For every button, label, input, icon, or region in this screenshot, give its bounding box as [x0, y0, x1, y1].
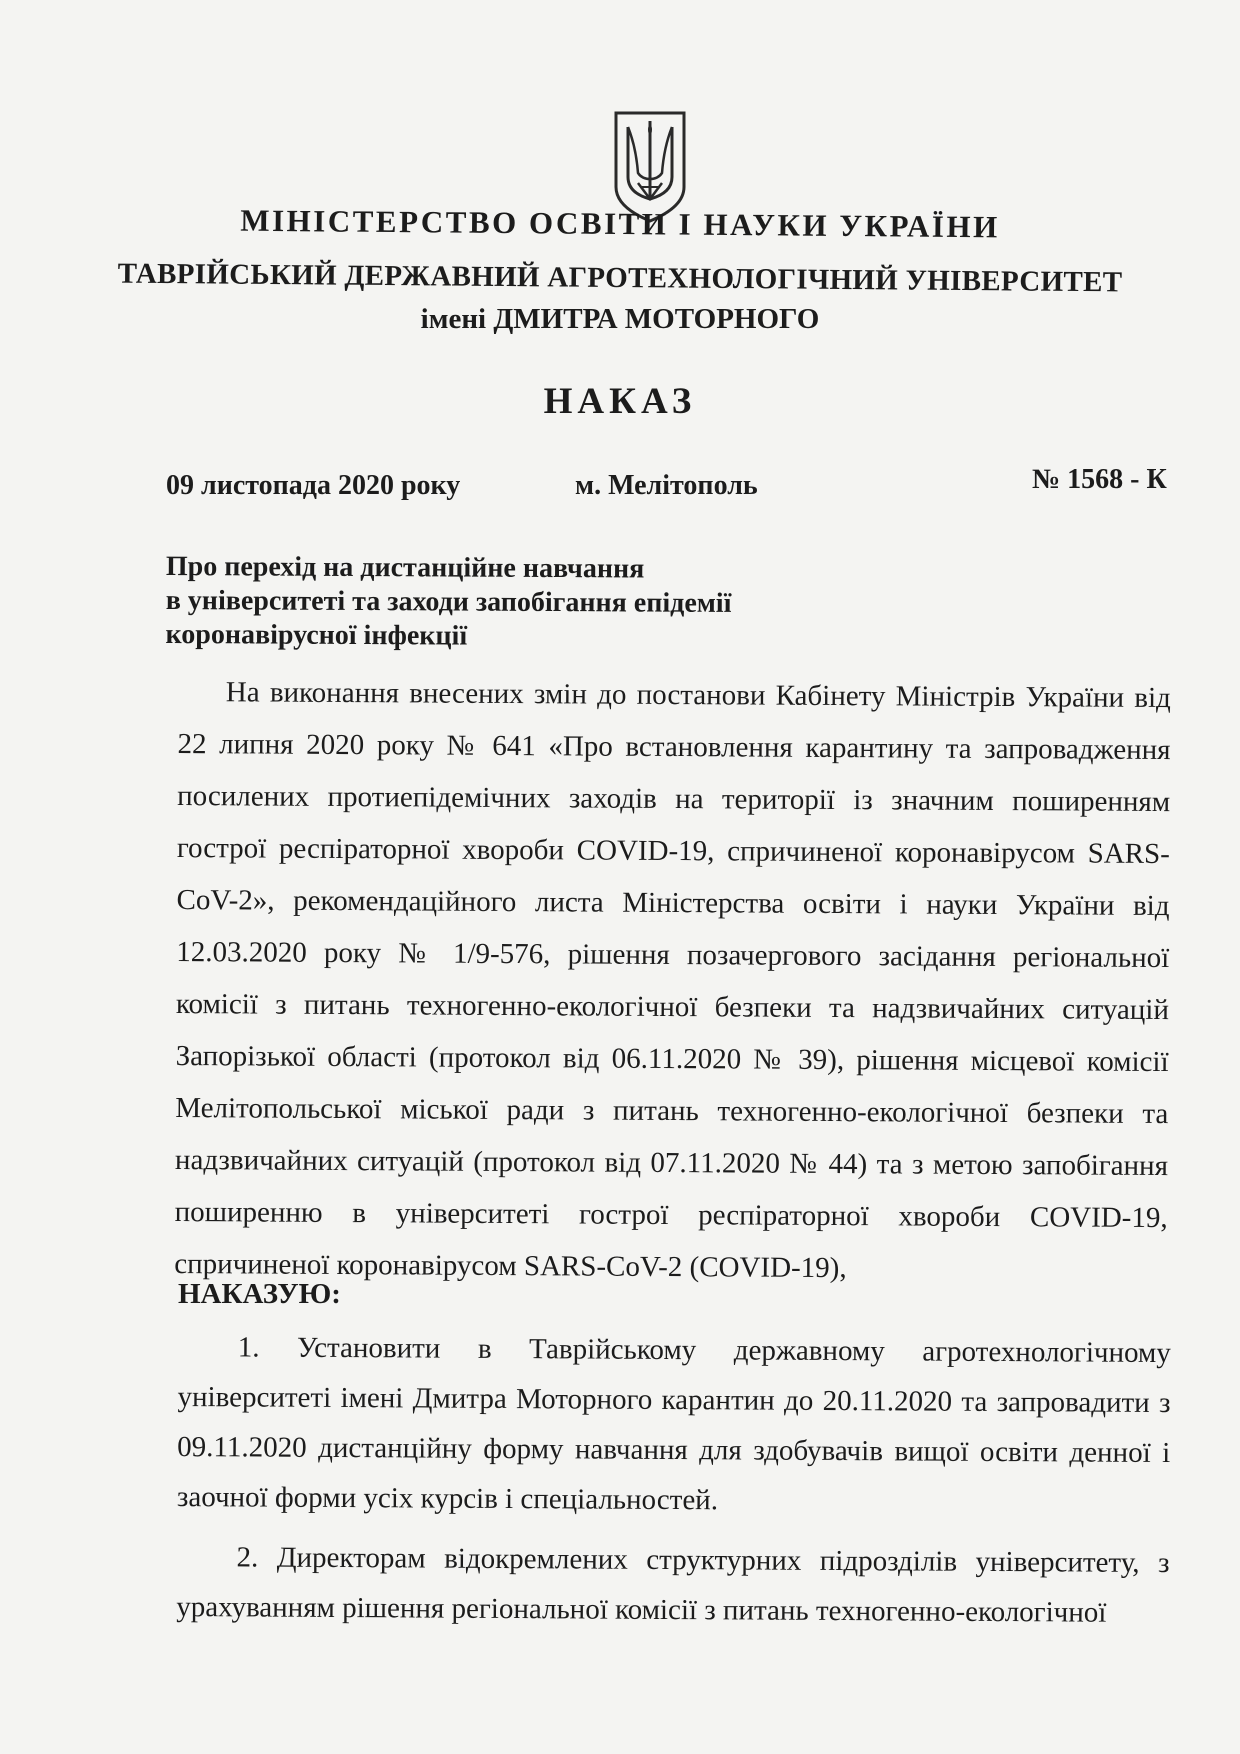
subject-line: в університеті та заходи запобігання епідемії	[165, 584, 732, 619]
order-date: 09 листопада 2020 року	[166, 470, 461, 501]
order-item: 2. Директорам відокремлених структурних підрозділів університету, з урахуванням рішення регіональної комісії з питань техногенно-екологічної	[176, 1541, 1170, 1629]
document-type-title: НАКАЗ	[543, 381, 697, 422]
order-number: № 1568 - К	[1032, 464, 1167, 495]
order-item: 1. Установити в Таврійському державному агротехнологічному університеті імені Дмитра Моторного карантин до 20.11.2020 та запровадити з 09.11.2020 дистанційну форму навчання для здобувачів вищої освіти денної і заочної форми усіх курсів і спеціальностей.	[176, 1331, 1171, 1517]
university-name-suffix: імені ДМИТРА МОТОРНОГО	[420, 303, 820, 335]
ministry-name: МІНІСТЕРСТВО ОСВІТИ І НАУКИ УКРАЇНИ	[240, 202, 1000, 245]
preamble-paragraph: На виконання внесених змін до постанови Кабінету Міністрів України від 22 липня 2020 року № 641 «Про встановлення карантину та запровадження посилених протиепідемічних заходів на території із значним поширенням гострої респіраторної хвороби COVID-19, спричиненої коронавірусом SARS-CoV-2», рекомендаційного листа Міністерства освіти і науки України від 12.03.2020 року № 1/9-576, рішення позачергового засідання регіональної комісії з питань техногенно-екологічної безпеки та надзвичайних ситуацій Запорізької області (протокол від 06.11.2020 № 39), рішення місцевої комісії Мелітопольської міської ради з питань техногенно-екологічної безпеки та надзвичайних ситуацій (протокол від 07.11.2020 № 44) та з метою запобігання поширенню в університеті гострої респіраторної хвороби COVID-19, спричиненої коронавірусом SARS-CoV-2 (COVID-19),	[174, 676, 1171, 1285]
order-subject	[165, 550, 866, 656]
university-name: ТАВРІЙСЬКИЙ ДЕРЖАВНИЙ АГРОТЕХНОЛОГІЧНИЙ УНІВЕРСИТЕТ	[117, 257, 1123, 299]
order-items	[176, 1322, 1171, 1648]
subject-line: Про перехід на дистанційне навчання	[165, 551, 645, 585]
subject-line: коронавірусної інфекції	[165, 618, 468, 652]
preamble-block	[174, 666, 1171, 1296]
order-heading: НАКАЗУЮ:	[178, 1278, 341, 1310]
order-city: м. Мелітополь	[575, 470, 758, 501]
